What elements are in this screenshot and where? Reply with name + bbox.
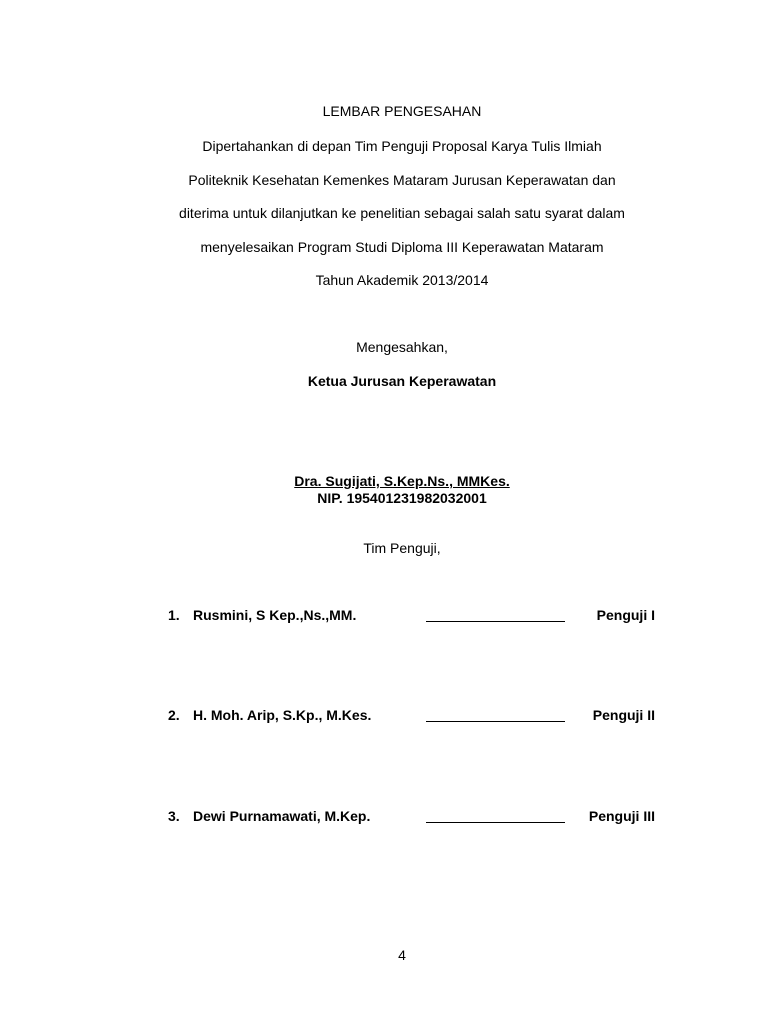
- examiner-number: 1.: [168, 607, 180, 623]
- signature-line: [426, 621, 565, 622]
- paragraph-line-2: Politeknik Kesehatan Kemenkes Mataram Jurusan Keperawatan dan: [188, 172, 616, 188]
- examiner-row: [0, 707, 768, 725]
- paragraph-line-1: Dipertahankan di depan Tim Penguji Proposal Karya Tulis Ilmiah: [202, 138, 602, 154]
- head-name: Dra. Sugijati, S.Kep.Ns., MMKes.: [294, 473, 510, 489]
- head-nip: NIP. 195401231982032001: [317, 490, 487, 506]
- examiner-row: [0, 808, 768, 826]
- examiner-role: Penguji III: [588, 808, 655, 824]
- examiner-role: Penguji I: [596, 607, 655, 623]
- examiner-number: 2.: [168, 707, 180, 723]
- page-number: 4: [398, 947, 406, 963]
- examiner-name: Rusmini, S Kep.,Ns.,MM.: [193, 607, 357, 623]
- paragraph-line-4: menyelesaikan Program Studi Diploma III Keperawatan Mataram: [200, 239, 604, 255]
- paragraph-line-5: Tahun Akademik 2013/2014: [315, 272, 489, 288]
- signature-line: [426, 721, 565, 722]
- examiner-row: [0, 607, 768, 625]
- examiner-role: Penguji II: [592, 707, 655, 723]
- paragraph-line-3: diterima untuk dilanjutkan ke penelitian sebagai salah satu syarat dalam: [179, 205, 625, 221]
- signature-line: [426, 822, 565, 823]
- examiner-name: H. Moh. Arip, S.Kp., M.Kes.: [193, 707, 372, 723]
- approval-label: Mengesahkan,: [356, 339, 448, 355]
- page-title: LEMBAR PENGESAHAN: [322, 103, 482, 119]
- team-label: Tim Penguji,: [363, 540, 441, 556]
- head-title: Ketua Jurusan Keperawatan: [307, 373, 497, 389]
- examiner-number: 3.: [168, 808, 180, 824]
- examiner-name: Dewi Purnamawati, M.Kep.: [193, 808, 371, 824]
